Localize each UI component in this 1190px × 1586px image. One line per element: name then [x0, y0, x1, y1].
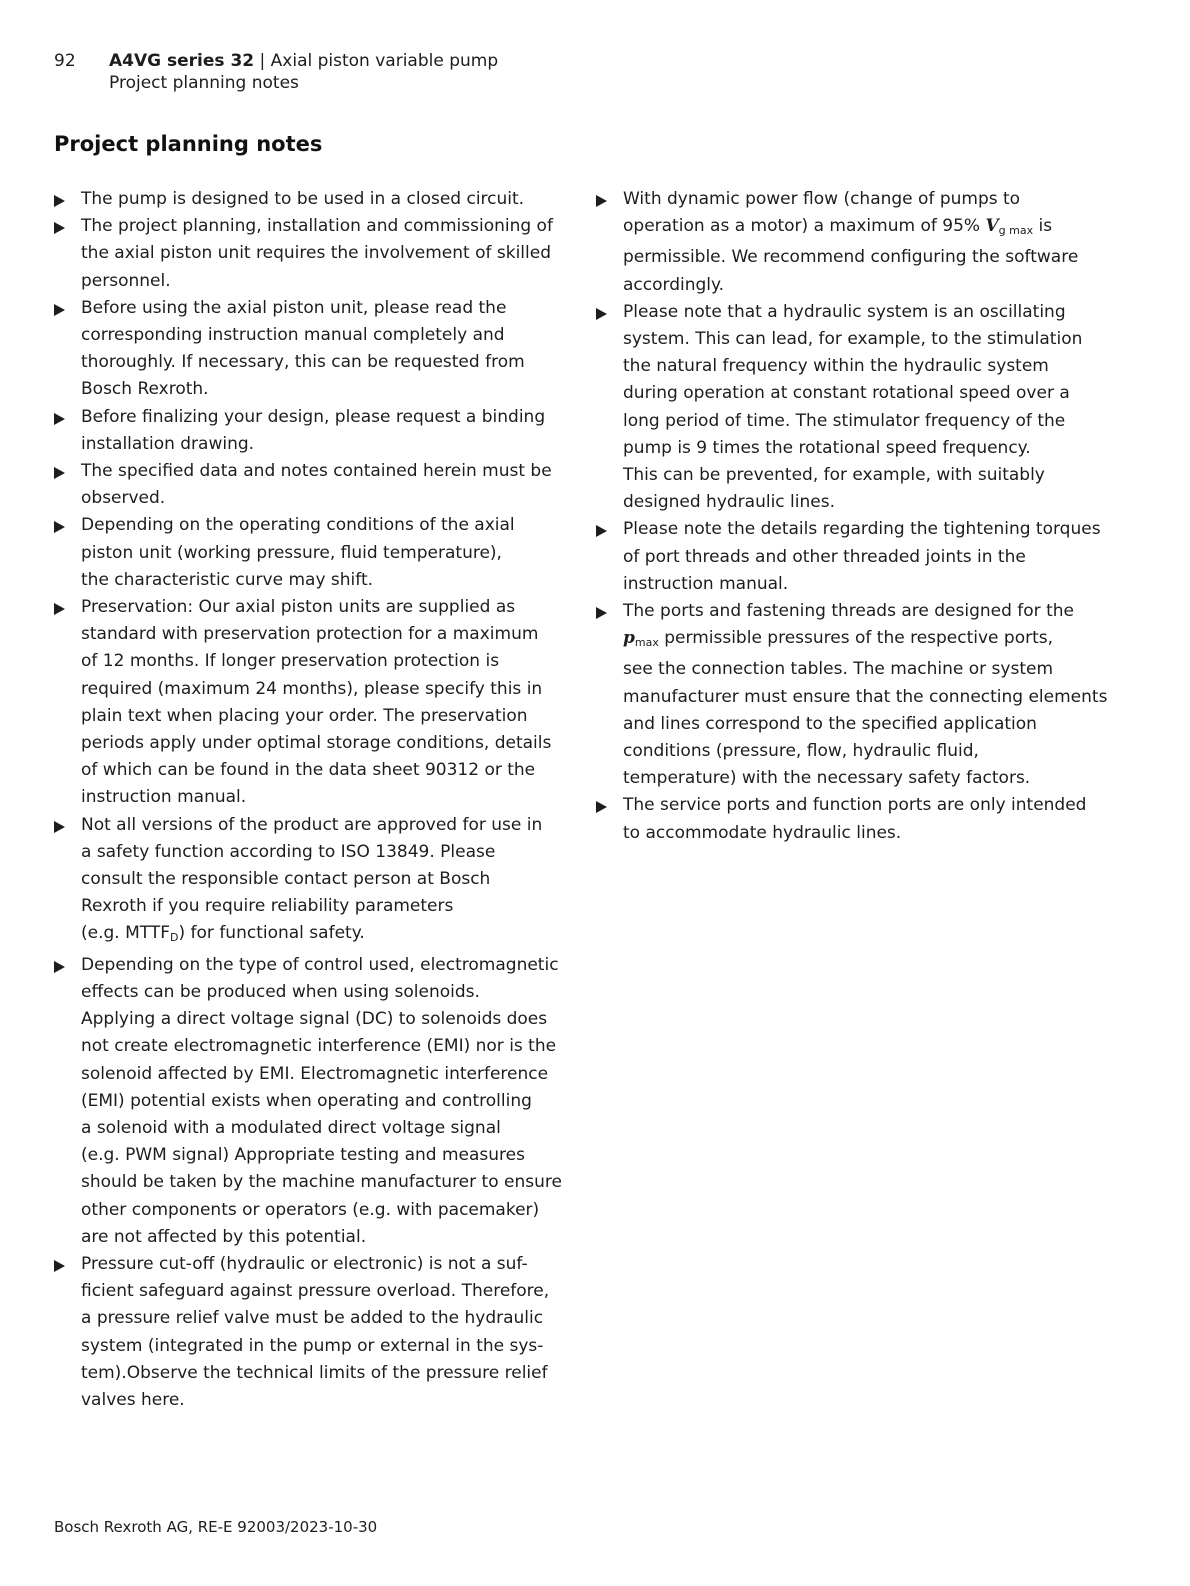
text-line: installation drawing. — [81, 433, 255, 454]
text-line: effects can be produced when using solenoids. — [81, 981, 480, 1002]
list-item — [596, 516, 1156, 598]
triangle-bullet-icon — [54, 467, 65, 479]
text-line: Depending on the operating conditions of the axial — [81, 515, 515, 536]
text-line: corresponding instruction manual completely and — [81, 325, 505, 346]
text-line: see the connection tables. The machine or system — [623, 659, 1054, 680]
text-line — [623, 213, 1156, 244]
list-item — [54, 594, 594, 812]
header-subtitle: Axial piston variable pump — [270, 51, 499, 71]
triangle-bullet-icon — [54, 222, 65, 234]
text-fragment: permissible pressures of the respective ports, — [658, 628, 1054, 649]
list-item — [54, 213, 594, 295]
text-line: The pump is designed to be used in a closed circuit. — [81, 189, 525, 209]
text-line: and lines correspond to the specified application — [623, 713, 1037, 734]
text-line: long period of time. The stimulator frequency of the — [623, 410, 1066, 431]
left-column — [54, 186, 594, 1414]
right-column — [596, 186, 1156, 847]
text-line — [81, 920, 594, 951]
text-line: instruction manual. — [81, 787, 247, 808]
triangle-bullet-icon — [54, 413, 65, 425]
text-line: pump is 9 times the rotational speed frequency. — [623, 437, 1031, 458]
list-item — [54, 952, 594, 1251]
page-title: Project planning notes — [54, 132, 323, 156]
list-item — [54, 812, 594, 952]
vg-subscript: g max — [998, 224, 1034, 238]
text-line: a safety function according to ISO 13849. Please — [81, 841, 496, 862]
text-line: The ports and fastening threads are designed for the — [623, 601, 1074, 622]
left-bullet-list — [54, 186, 594, 1414]
text-line: Rexroth if you require reliability parameters — [81, 896, 454, 917]
text-line: Not all versions of the product are approved for use in — [81, 814, 543, 835]
text-line: during operation at constant rotational speed over a — [623, 383, 1070, 404]
text-line: temperature) with the necessary safety factors. — [623, 768, 1031, 789]
text-line: Preservation: Our axial piston units are supplied as — [81, 597, 516, 618]
header-text — [109, 50, 498, 94]
text-line: should be taken by the machine manufacturer to ensure — [81, 1172, 562, 1193]
text-line: (e.g. PWM signal) Appropriate testing and measures — [81, 1145, 525, 1166]
text-line: other components or operators (e.g. with pacemaker) — [81, 1199, 540, 1220]
page-footer: Bosch Rexroth AG, RE-E 92003/2023-10-30 — [54, 1518, 378, 1536]
triangle-bullet-icon — [596, 525, 607, 537]
text-line: plain text when placing your order. The preservation — [81, 705, 528, 726]
text-line: solenoid affected by EMI. Electromagnetic interference — [81, 1063, 549, 1084]
text-line: of port threads and other threaded joints in the — [623, 546, 1026, 567]
page-number: 92 — [54, 51, 76, 71]
text-line: Bosch Rexroth. — [81, 379, 209, 400]
text-line: designed hydraulic lines. — [623, 492, 835, 513]
text-line: to accommodate hydraulic lines. — [623, 822, 902, 843]
list-item — [54, 512, 594, 594]
text-line: Before using the axial piston unit, please read the — [81, 297, 507, 318]
right-bullet-list — [596, 186, 1156, 847]
triangle-bullet-icon — [54, 821, 65, 833]
text-line: Please note that a hydraulic system is an oscillating — [623, 301, 1066, 322]
text-line: This can be prevented, for example, with suitably — [623, 465, 1045, 486]
pmax-subscript: max — [634, 636, 659, 650]
text-line: consult the responsible contact person at Bosch — [81, 869, 491, 890]
triangle-bullet-icon — [54, 521, 65, 533]
text-line: periods apply under optimal storage conditions, details — [81, 733, 552, 754]
text-fragment: (e.g. MTTF — [81, 923, 171, 944]
header-separator: | — [254, 51, 271, 71]
text-line: not create electromagnetic interference (EMI) nor is the — [81, 1036, 557, 1057]
list-item — [54, 404, 594, 458]
text-line: manufacturer must ensure that the connecting elements — [623, 686, 1108, 707]
text-line: valves here. — [81, 1389, 185, 1410]
text-line: accordingly. — [623, 274, 725, 295]
text-line: system. This can lead, for example, to the stimulation — [623, 329, 1083, 350]
triangle-bullet-icon — [54, 195, 65, 207]
list-item — [54, 186, 594, 213]
product-name: A4VG series 32 — [109, 51, 255, 71]
text-line: (EMI) potential exists when operating and controlling — [81, 1090, 532, 1111]
text-line: system (integrated in the pump or external in the sys- — [81, 1335, 544, 1356]
text-line: instruction manual. — [623, 573, 789, 594]
triangle-bullet-icon — [596, 801, 607, 813]
triangle-bullet-icon — [596, 607, 607, 619]
text-line: The service ports and function ports are only intended — [623, 795, 1087, 816]
text-line: thoroughly. If necessary, this can be requested from — [81, 352, 525, 373]
text-line: Before finalizing your design, please request a binding — [81, 406, 546, 427]
list-item — [596, 186, 1156, 299]
list-item — [596, 598, 1156, 792]
text-line: of which can be found in the data sheet 90312 or the — [81, 760, 536, 781]
text-line: Depending on the type of control used, electromagnetic — [81, 954, 559, 975]
text-line: a pressure relief valve must be added to the hydraulic — [81, 1308, 544, 1329]
header-section: Project planning notes — [109, 73, 299, 93]
triangle-bullet-icon — [596, 195, 607, 207]
text-line: Pressure cut-off (hydraulic or electronic) is not a suf- — [81, 1253, 528, 1274]
text-line: standard with preservation protection for a maximum — [81, 624, 539, 645]
list-item — [54, 1251, 594, 1414]
text-line: required (maximum 24 months), please specify this in — [81, 678, 543, 699]
text-line: personnel. — [81, 270, 171, 291]
triangle-bullet-icon — [54, 304, 65, 316]
text-line: conditions (pressure, flow, hydraulic fluid, — [623, 741, 979, 762]
text-line: observed. — [81, 488, 166, 509]
text-line: a solenoid with a modulated direct voltage signal — [81, 1117, 501, 1138]
list-item — [596, 299, 1156, 517]
list-item — [596, 792, 1156, 846]
p-symbol: p — [623, 628, 635, 649]
triangle-bullet-icon — [54, 603, 65, 615]
text-line: The specified data and notes contained herein must be — [81, 461, 552, 482]
text-line: the characteristic curve may shift. — [81, 569, 374, 590]
text-line: With dynamic power flow (change of pumps to — [623, 189, 1021, 209]
text-line: The project planning, installation and commissioning of — [81, 216, 553, 237]
text-line: the axial piston unit requires the involvement of skilled — [81, 243, 551, 264]
text-line — [623, 625, 1156, 656]
text-line: Please note the details regarding the tightening torques — [623, 519, 1101, 540]
text-fragment: ) for functional safety. — [178, 923, 365, 944]
list-item — [54, 295, 594, 404]
text-line: permissible. We recommend configuring the software — [623, 247, 1079, 268]
text-fragment: is — [1033, 216, 1053, 237]
text-line: are not affected by this potential. — [81, 1226, 367, 1247]
triangle-bullet-icon — [54, 1260, 65, 1272]
text-line: of 12 months. If longer preservation protection is — [81, 651, 500, 672]
list-item — [54, 458, 594, 512]
header-line-1 — [109, 50, 498, 72]
text-line: ficient safeguard against pressure overload. Therefore, — [81, 1281, 550, 1302]
text-line: the natural frequency within the hydraulic system — [623, 356, 1049, 377]
text-line: tem).Observe the technical limits of the pressure relief — [81, 1362, 548, 1383]
text-line: piston unit (working pressure, fluid temperature), — [81, 542, 502, 563]
triangle-bullet-icon — [596, 308, 607, 320]
mttf-subscript: D — [170, 931, 179, 945]
triangle-bullet-icon — [54, 961, 65, 973]
text-fragment: operation as a motor) a maximum of 95% — [623, 216, 986, 237]
vg-symbol: V — [985, 216, 999, 237]
text-line: Applying a direct voltage signal (DC) to solenoids does — [81, 1009, 548, 1030]
